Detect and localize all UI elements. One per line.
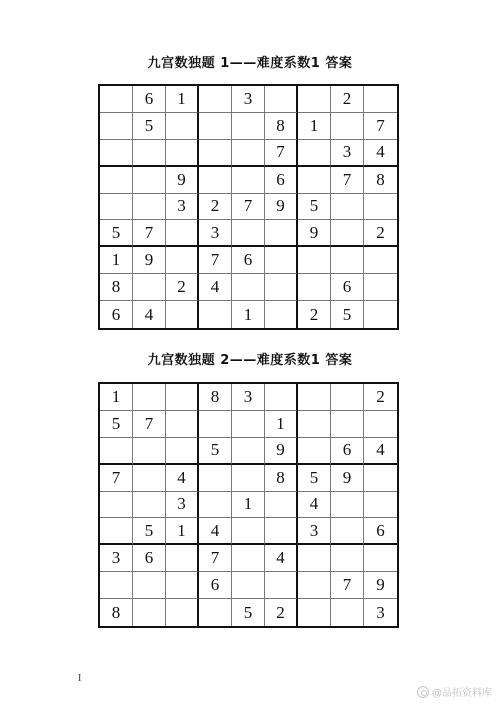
sudoku-cell <box>166 384 199 411</box>
sudoku-cell <box>232 572 265 599</box>
sudoku-cell <box>331 411 364 438</box>
sudoku-cell <box>166 599 199 626</box>
sudoku-cell <box>364 194 397 221</box>
sudoku-cell <box>298 599 331 626</box>
sudoku-cell: 7 <box>199 247 232 274</box>
sudoku-cell <box>364 545 397 572</box>
sudoku-cell <box>331 247 364 274</box>
sudoku-cell <box>232 140 265 167</box>
sudoku-cell: 7 <box>331 572 364 599</box>
sudoku-cell: 9 <box>298 220 331 247</box>
sudoku-cell: 3 <box>166 492 199 519</box>
sudoku-cell <box>133 599 166 626</box>
sudoku-cell <box>133 492 166 519</box>
sudoku-cell <box>199 167 232 194</box>
sudoku-cell: 3 <box>298 518 331 545</box>
watermark-text: @品拓资料库 <box>432 688 492 699</box>
sudoku-cell <box>166 220 199 247</box>
sudoku-cell <box>298 572 331 599</box>
sudoku-cell: 3 <box>232 86 265 113</box>
sudoku-cell: 1 <box>232 492 265 519</box>
sudoku-cell <box>364 86 397 113</box>
sudoku-cell <box>364 492 397 519</box>
sudoku-cell <box>100 140 133 167</box>
sudoku-cell <box>100 438 133 465</box>
sudoku-cell <box>265 384 298 411</box>
sudoku-cell <box>199 465 232 492</box>
sudoku-cell: 6 <box>265 167 298 194</box>
sudoku-cell <box>100 113 133 140</box>
sudoku-cell <box>133 384 166 411</box>
sudoku-cell <box>265 518 298 545</box>
sudoku-cell <box>133 465 166 492</box>
sudoku-cell <box>232 167 265 194</box>
sudoku-cell: 7 <box>199 545 232 572</box>
sudoku-cell <box>166 247 199 274</box>
sudoku-cell: 1 <box>100 384 133 411</box>
sudoku-cell <box>331 492 364 519</box>
sudoku-cell <box>133 167 166 194</box>
sudoku-cell <box>298 247 331 274</box>
puzzle-1-title: 九宫数独题 1——难度系数1 答案 <box>147 56 353 71</box>
sudoku-cell <box>232 465 265 492</box>
sudoku-cell: 3 <box>100 545 133 572</box>
sudoku-cell: 7 <box>364 113 397 140</box>
sudoku-cell <box>265 492 298 519</box>
sudoku-cell: 4 <box>265 545 298 572</box>
puzzle-2-title: 九宫数独题 2——难度系数1 答案 <box>147 353 353 368</box>
sudoku-cell <box>166 572 199 599</box>
sudoku-cell: 8 <box>265 113 298 140</box>
sudoku-cell <box>331 545 364 572</box>
sudoku-cell: 1 <box>166 86 199 113</box>
sudoku-cell <box>133 438 166 465</box>
sudoku-cell <box>298 545 331 572</box>
sudoku-cell: 8 <box>199 384 232 411</box>
sudoku-cell: 8 <box>100 599 133 626</box>
sudoku-cell <box>100 194 133 221</box>
sudoku-cell <box>298 438 331 465</box>
sudoku-cell: 5 <box>199 438 232 465</box>
sudoku-cell <box>166 438 199 465</box>
sudoku-cell <box>232 113 265 140</box>
sudoku-cell <box>199 599 232 626</box>
sudoku-cell: 8 <box>100 274 133 301</box>
watermark <box>417 684 492 699</box>
sudoku-cell <box>166 113 199 140</box>
sudoku-cell: 3 <box>376 602 385 622</box>
sudoku-cell: 7 <box>331 167 364 194</box>
sudoku-cell: 5 <box>232 599 265 626</box>
sudoku-cell <box>265 274 298 301</box>
sudoku-cell <box>100 167 133 194</box>
sudoku-cell <box>232 518 265 545</box>
sudoku-cell <box>364 247 397 274</box>
sudoku-cell <box>166 140 199 167</box>
sudoku-cell <box>166 411 199 438</box>
sudoku-cell: 6 <box>331 274 364 301</box>
sudoku-cell <box>265 220 298 247</box>
sudoku-cell: 2 <box>298 301 331 328</box>
sudoku-cell: 7 <box>232 194 265 221</box>
sudoku-cell: 5 <box>133 518 166 545</box>
sudoku-cell: 1 <box>100 247 133 274</box>
sudoku-cell: 1 <box>166 518 199 545</box>
sudoku-cell <box>166 545 199 572</box>
sudoku-cell: 1 <box>298 113 331 140</box>
sudoku-cell <box>232 438 265 465</box>
sudoku-cell: 8 <box>364 167 397 194</box>
sudoku-cell: 4 <box>364 140 397 167</box>
sudoku-cell: 2 <box>364 220 397 247</box>
sudoku-cell <box>133 194 166 221</box>
sudoku-cell <box>199 411 232 438</box>
sudoku-cell: 1 <box>265 411 298 438</box>
sudoku-cell: 3 <box>199 220 232 247</box>
sudoku-cell: 3 <box>166 194 199 221</box>
sudoku-cell: 5 <box>133 113 166 140</box>
sudoku-cell: 5 <box>298 465 331 492</box>
sudoku-cell <box>298 86 331 113</box>
sudoku-cell <box>265 247 298 274</box>
sudoku-cell: 3 <box>331 140 364 167</box>
sudoku-cell: 4 <box>298 492 331 519</box>
sudoku-cell <box>298 384 331 411</box>
sudoku-cell <box>199 492 232 519</box>
sudoku-cell: 4 <box>133 301 166 328</box>
sudoku-cell: 4 <box>364 438 397 465</box>
sudoku-cell: 6 <box>133 86 166 113</box>
sudoku-cell: 9 <box>265 438 298 465</box>
sudoku-cell: 7 <box>133 411 166 438</box>
sudoku-cell <box>331 384 364 411</box>
sudoku-cell: 6 <box>364 518 397 545</box>
sudoku-cell: 2 <box>265 599 298 626</box>
sudoku-cell <box>100 492 133 519</box>
sudoku-cell: 4 <box>166 465 199 492</box>
sudoku-cell: 2 <box>166 274 199 301</box>
sudoku-cell <box>331 194 364 221</box>
watermark-logo-icon <box>417 686 429 698</box>
sudoku-cell <box>364 411 397 438</box>
sudoku-cell <box>100 518 133 545</box>
sudoku-cell <box>331 113 364 140</box>
sudoku-cell <box>298 274 331 301</box>
sudoku-cell: 9 <box>166 167 199 194</box>
sudoku-cell: 5 <box>298 194 331 221</box>
sudoku-cell: 7 <box>133 220 166 247</box>
sudoku-cell <box>331 599 364 626</box>
sudoku-cell <box>133 572 166 599</box>
sudoku-cell: 8 <box>265 465 298 492</box>
sudoku-cell <box>298 140 331 167</box>
sudoku-cell <box>298 167 331 194</box>
sudoku-cell: 3 <box>232 384 265 411</box>
sudoku-grid-2 <box>98 382 399 628</box>
sudoku-cell: 5 <box>100 411 133 438</box>
sudoku-cell: 6 <box>199 572 232 599</box>
sudoku-cell: 2 <box>199 194 232 221</box>
sudoku-cell <box>232 545 265 572</box>
sudoku-cell: 9 <box>133 247 166 274</box>
sudoku-cell <box>265 301 298 328</box>
sudoku-cell: 4 <box>199 274 232 301</box>
sudoku-cell: 7 <box>265 140 298 167</box>
sudoku-cell <box>199 140 232 167</box>
sudoku-cell: 6 <box>232 247 265 274</box>
sudoku-cell <box>298 411 331 438</box>
sudoku-cell <box>265 572 298 599</box>
page-mark: I <box>78 673 82 684</box>
sudoku-cell <box>100 572 133 599</box>
sudoku-cell <box>199 113 232 140</box>
sudoku-cell: 5 <box>331 301 364 328</box>
sudoku-cell: 9 <box>364 572 397 599</box>
sudoku-cell <box>331 220 364 247</box>
sudoku-cell <box>166 301 199 328</box>
sudoku-cell <box>232 220 265 247</box>
sudoku-cell <box>232 274 265 301</box>
sudoku-cell: 2 <box>331 86 364 113</box>
sudoku-cell: 6 <box>133 545 166 572</box>
sudoku-cell <box>232 411 265 438</box>
sudoku-cell: 4 <box>199 518 232 545</box>
sudoku-cell: 9 <box>265 194 298 221</box>
sudoku-cell <box>133 274 166 301</box>
sudoku-cell <box>331 518 364 545</box>
sudoku-cell: 7 <box>100 465 133 492</box>
sudoku-cell: 1 <box>232 301 265 328</box>
sudoku-cell <box>364 274 397 301</box>
sudoku-cell <box>265 86 298 113</box>
sudoku-cell <box>199 86 232 113</box>
sudoku-cell <box>199 301 232 328</box>
sudoku-cell <box>100 86 133 113</box>
sudoku-cell <box>133 140 166 167</box>
sudoku-cell <box>364 465 397 492</box>
sudoku-cell <box>364 301 397 328</box>
sudoku-grid-1 <box>98 84 399 330</box>
sudoku-cell: 9 <box>331 465 364 492</box>
sudoku-cell: 6 <box>100 301 133 328</box>
sudoku-cell: 2 <box>364 384 397 411</box>
sudoku-cell: 5 <box>100 220 133 247</box>
sudoku-cell: 6 <box>331 438 364 465</box>
